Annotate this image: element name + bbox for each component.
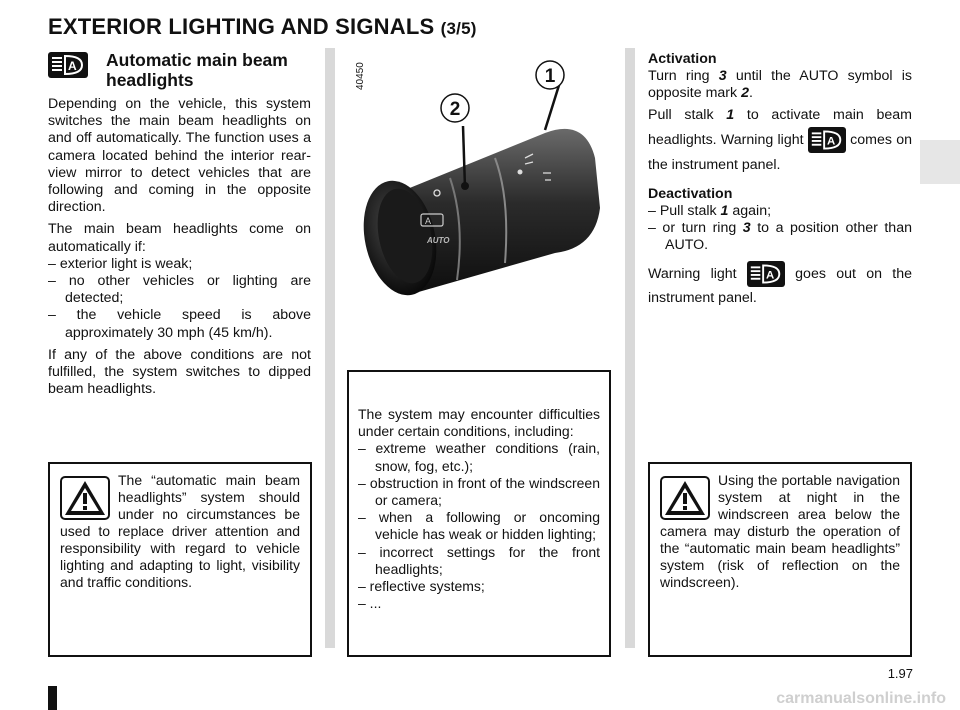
callout-2-number: 2 <box>449 99 461 120</box>
pull-text <box>648 103 912 177</box>
note-box <box>347 370 611 657</box>
page-title <box>48 14 477 40</box>
text-span: to activate main beam headlights. Warning light <box>648 106 912 148</box>
note-item: – when a following or oncoming vehicle has weak or hidden lighting; <box>358 509 600 543</box>
note-item: – incorrect settings for the front headlights; <box>358 543 600 577</box>
ring-number: 3 <box>718 68 727 85</box>
text-span: – Pull stalk <box>648 202 721 219</box>
column-divider-right <box>625 48 635 648</box>
intro-paragraph: Depending on the vehicle, this system switches the main beam headlights on and off automatically. The function uses a camera located behind the interior rear-view mirror to detect vehicles that are following and coming in the opposite direction. <box>48 96 311 216</box>
warning-text-left: The “automatic main beam headlights” system should under no circumstances be used to replace driver attention and responsibility with regard to vehicle lighting and adapting to light, visibility and traffic conditions. <box>60 472 300 590</box>
website-watermark: carmanualsonline.info <box>776 690 946 707</box>
note-intro: The system may encounter difficulties under certain conditions, including: <box>358 406 600 440</box>
page-number: 1.97 <box>887 666 913 681</box>
stalk-auto-label: AUTO <box>427 236 450 245</box>
warning-text-right: Using the portable navigation system at night in the windscreen area below the camera may disturb the operation of the “automatic main beam headlights” system (risk of reflection on the windscreen). <box>660 472 900 590</box>
deactivation-item <box>648 203 912 220</box>
mark-number: 2 <box>741 85 749 102</box>
conditions-intro: The main beam headlights come on automatically if: <box>48 221 311 255</box>
warning-triangle-icon <box>660 476 710 520</box>
text-span: Turn ring <box>648 68 719 85</box>
stalk-number: 1 <box>720 202 729 219</box>
note-item: – extreme weather conditions (rain, snow, fog, etc.); <box>358 440 600 474</box>
condition-item: – exterior light is weak; <box>48 255 193 272</box>
warning-box-right <box>648 462 912 657</box>
text-span: again; <box>728 202 772 219</box>
warning-box-left <box>48 462 312 657</box>
warning-triangle-icon <box>60 476 110 520</box>
activation-text <box>648 68 912 102</box>
note-item: – obstruction in front of the windscreen or camera; <box>358 474 600 509</box>
deactivation-heading: Deactivation <box>648 185 733 202</box>
text-span: to a position other than AUTO. <box>665 220 912 254</box>
goes-out-text <box>648 261 912 309</box>
side-tab <box>920 140 960 184</box>
deactivation-item <box>648 220 912 254</box>
text-span: Pull stalk <box>648 106 727 123</box>
condition-item: – no other vehicles or lighting are detected; <box>48 273 311 307</box>
column-1 <box>48 50 311 398</box>
text-span: until the AUTO symbol is opposite mark <box>648 68 912 102</box>
column-3 <box>648 51 912 309</box>
section-heading-text: Automatic main beam headlights <box>106 50 288 90</box>
automatic-main-beam-icon <box>808 127 846 153</box>
text-span: Warning light <box>648 266 747 283</box>
condition-item: – the vehicle speed is above approximately 30 mph (45 km/h). <box>48 307 311 341</box>
callout-1-number: 1 <box>544 66 556 87</box>
image-code: 40450 <box>355 62 366 90</box>
note-item: – reflective systems; <box>358 578 485 595</box>
activation-heading: Activation <box>648 51 717 67</box>
svg-text:A: A <box>826 135 836 148</box>
text-span: – or turn ring <box>648 220 743 237</box>
svg-text:A: A <box>425 216 432 226</box>
ring-number: 3 <box>742 220 751 237</box>
automatic-main-beam-icon <box>48 52 88 78</box>
callout-2 <box>441 94 469 122</box>
title-part: (3/5) <box>440 19 477 38</box>
stalk-number: 1 <box>726 106 735 123</box>
svg-text:A: A <box>765 270 775 283</box>
corner-mark <box>48 686 57 710</box>
section-heading <box>48 50 311 94</box>
stalk-illustration <box>345 48 615 308</box>
fallback-paragraph: If any of the above conditions are not fulfilled, the system switches to dipped beam headlights. <box>48 346 311 398</box>
callout-1 <box>536 61 564 89</box>
title-text: EXTERIOR LIGHTING AND SIGNALS <box>48 14 435 39</box>
text-span: . <box>748 85 753 102</box>
automatic-main-beam-icon <box>747 261 785 287</box>
note-item: – ... <box>358 595 382 612</box>
svg-text:A: A <box>68 59 77 73</box>
text-span: goes out on the instrument panel. <box>648 266 912 307</box>
column-divider-left <box>325 48 335 648</box>
text-span: comes on the instrument panel. <box>648 131 913 173</box>
